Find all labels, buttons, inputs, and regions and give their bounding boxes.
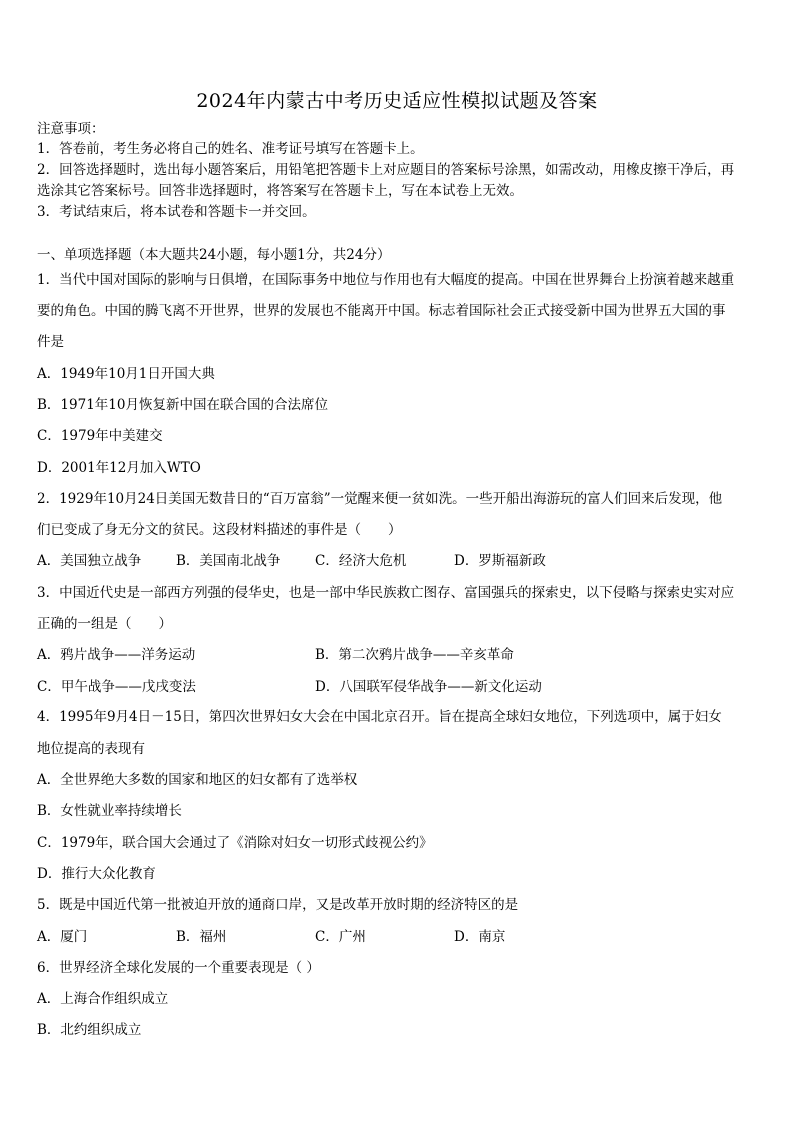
question-3-text: 正确的一组是（ ） — [37, 616, 172, 632]
question-6-option-a: A．上海合作组织成立 — [37, 991, 169, 1007]
question-2-text: 们已变成了身无分文的贫民。这段材料描述的事件是（ ） — [37, 522, 402, 538]
question-3-option-b: B．第二次鸦片战争——辛亥革命 — [315, 647, 514, 663]
question-3-option-a: A．鸦片战争——洋务运动 — [37, 647, 196, 663]
question-1-text: 1．当代中国对国际的影响与日俱增，在国际事务中地位与作用也有大幅度的提高。中国在世界舞台上扮演着越来越重 — [37, 272, 735, 288]
notice-heading: 注意事项： — [37, 121, 105, 137]
question-5-option-c: C．广州 — [315, 929, 366, 945]
question-4-option-d: D．推行大众化教育 — [37, 866, 156, 882]
question-5-option-b: B．福州 — [176, 929, 227, 945]
question-2-option-b: B．美国南北战争 — [176, 553, 281, 569]
question-3-option-c: C．甲午战争——戊戌变法 — [37, 679, 196, 695]
notice-item: 1．答卷前，考生务必将自己的姓名、准考证号填写在答题卡上。 — [37, 141, 424, 157]
question-5-text: 5．既是中国近代第一批被迫开放的通商口岸，又是改革开放时期的经济特区的是 — [37, 897, 519, 913]
question-2-text: 2．1929年10月24日美国无数昔日的“百万富翁”一觉醒来便一贫如洗。一些开船出海游玩的富人们回来后发现，他 — [37, 491, 723, 507]
question-4-option-b: B．女性就业率持续增长 — [37, 803, 182, 819]
question-2-option-a: A．美国独立战争 — [37, 553, 142, 569]
page-title: 2024年内蒙古中考历史适应性模拟试题及答案 — [196, 90, 598, 112]
question-1-text: 件是 — [37, 334, 64, 350]
question-1-option-a: A．1949年10月1日开国大典 — [37, 366, 215, 382]
notice-item: 3．考试结束后，将本试卷和答题卡一并交回。 — [37, 204, 316, 220]
question-2-options — [37, 552, 761, 570]
question-1-option-c: C．1979年中美建交 — [37, 428, 163, 444]
question-6-text: 6．世界经济全球化发展的一个重要表现是（ ） — [37, 960, 320, 976]
question-3-option-d: D．八国联军侵华战争——新文化运动 — [315, 679, 542, 695]
question-2-option-c: C．经济大危机 — [315, 553, 407, 569]
section-heading: 一、单项选择题（本大题共24小题，每小题1分，共24分） — [37, 247, 391, 263]
question-3-options-row-1 — [37, 646, 761, 664]
question-5-option-a: A．厦门 — [37, 929, 88, 945]
notice-item: 2．回答选择题时，选出每小题答案后，用铅笔把答题卡上对应题目的答案标号涂黑，如需改动，用橡皮擦干净后，再 — [37, 162, 735, 178]
notice-item: 选涂其它答案标号。回答非选择题时，将答案写在答题卡上，写在本试卷上无效。 — [37, 183, 523, 199]
question-1-text: 要的角色。中国的腾飞离不开世界，世界的发展也不能离开中国。标志着国际社会正式接受新中国为世界五大国的事 — [37, 303, 726, 319]
question-6-option-b: B．北约组织成立 — [37, 1022, 142, 1038]
question-5-option-d: D．南京 — [454, 929, 506, 945]
question-5-options — [37, 928, 761, 946]
question-4-text: 地位提高的表现有 — [37, 741, 145, 757]
question-1-option-d: D．2001年12月加入WTO — [37, 460, 201, 476]
question-3-text: 3．中国近代史是一部西方列强的侵华史，也是一部中华民族救亡图存、富国强兵的探索史，以下侵略与探索史实对应 — [37, 585, 735, 601]
question-4-option-c: C．1979年，联合国大会通过了《消除对妇女一切形式歧视公约》 — [37, 835, 433, 851]
question-2-option-d: D．罗斯福新政 — [454, 553, 546, 569]
question-4-option-a: A．全世界绝大多数的国家和地区的妇女都有了选举权 — [37, 772, 358, 788]
question-1-option-b: B．1971年10月恢复新中国在联合国的合法席位 — [37, 397, 328, 413]
question-3-options-row-2 — [37, 678, 761, 696]
question-4-text: 4．1995年9月4日－15日，第四次世界妇女大会在中国北京召开。旨在提高全球妇女地位，下列选项中，属于妇女 — [37, 709, 722, 725]
